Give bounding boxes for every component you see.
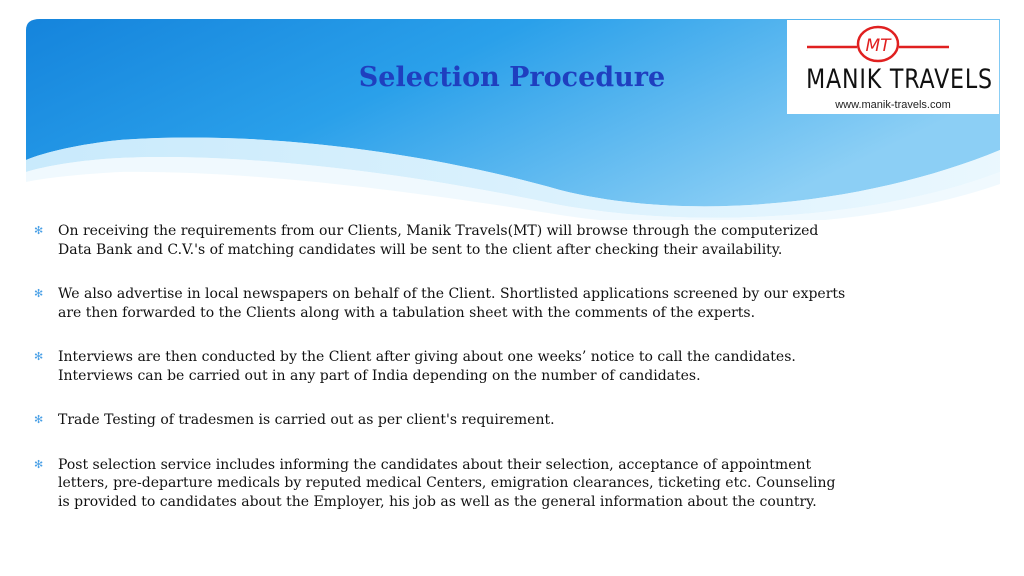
- logo-monogram: MT: [865, 36, 891, 56]
- list-item-text: Interviews are then conducted by the Client after giving about one weeks’ notice to call the candidates. Interviews can be carried out in any part of India depending on the number of candidates.: [58, 349, 796, 384]
- selection-steps-list: [34, 222, 846, 537]
- logo-company-name: MANIK TRAVELS: [806, 64, 993, 95]
- logo-monogram-emblem: [787, 20, 999, 64]
- logo-website-url: www.manik-travels.com: [835, 99, 951, 111]
- asterisk-bullet-icon: ✻: [34, 224, 44, 237]
- slide-title: Selection Procedure: [358, 62, 666, 93]
- list-item: [34, 411, 846, 430]
- asterisk-bullet-icon: ✻: [34, 457, 44, 471]
- asterisk-bullet-icon: ✻: [34, 287, 44, 300]
- list-item-text: On receiving the requirements from our Clients, Manik Travels(MT) will browse through the computerized Data Bank and C.V.'s of matching candidates will be sent to the client after checking their availability.: [58, 223, 819, 258]
- list-item: [34, 348, 846, 385]
- list-item-text: Post selection service includes informing the candidates about their selection, acceptance of appointment letters, pre-departure medicals by reputed medical Centers, emigration clearances, ticketing etc. Counseling is provided to candidates about the Employer, his job as well as the general information about the country.: [58, 456, 836, 510]
- company-logo: [787, 20, 999, 114]
- list-item: [34, 456, 846, 512]
- list-item-text: Trade Testing of tradesmen is carried out as per client's requirement.: [58, 412, 555, 428]
- list-item: [34, 285, 846, 322]
- asterisk-bullet-icon: ✻: [34, 413, 44, 426]
- asterisk-bullet-icon: ✻: [34, 350, 44, 363]
- list-item-text: We also advertise in local newspapers on behalf of the Client. Shortlisted applications screened by our experts are then forwarded to the Clients along with a tabulation sheet with the comments of the experts.: [58, 286, 846, 321]
- list-item: [34, 222, 846, 259]
